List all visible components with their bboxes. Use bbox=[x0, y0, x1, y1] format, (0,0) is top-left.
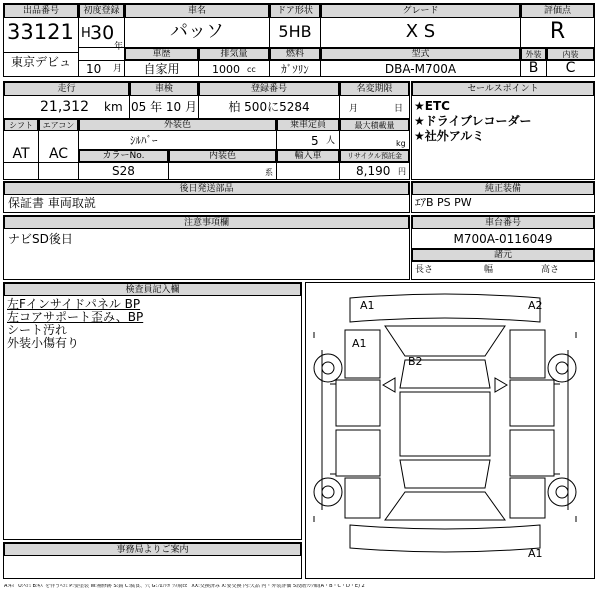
interior-color-label: 内装色 bbox=[169, 150, 276, 162]
recycle-fee: 8,190 bbox=[356, 164, 391, 178]
dimension-length: 長さ bbox=[415, 265, 434, 275]
venue: 東京デビュ bbox=[10, 55, 71, 69]
model-code: DBA-M700A bbox=[384, 62, 457, 76]
eval-score: R bbox=[549, 19, 566, 44]
color-no: S28 bbox=[112, 164, 135, 178]
later-parts-label: 後日発送部品 bbox=[4, 182, 409, 195]
reg-month-unit: 月 bbox=[113, 64, 123, 74]
exterior-color: ｼﾙﾊﾞｰ bbox=[130, 134, 158, 147]
color-no-label: カラーNo. bbox=[79, 150, 168, 162]
interior-grade-label: 内装 bbox=[547, 48, 594, 60]
dimension-height: 高さ bbox=[541, 265, 560, 275]
car-name-label: 車名 bbox=[125, 4, 269, 18]
fuel-label: 燃料 bbox=[270, 48, 320, 60]
notes: ナビSD後日 bbox=[8, 232, 73, 246]
chassis-label: 車台番号 bbox=[412, 216, 594, 229]
car-name: パッソ bbox=[170, 21, 224, 42]
sales-point-item: ★社外アルミ bbox=[414, 129, 485, 143]
reg-year: 30 bbox=[90, 22, 115, 44]
title-exp-day: 日 bbox=[394, 104, 404, 114]
displacement: 1000 bbox=[212, 63, 240, 76]
history: 自家用 bbox=[143, 62, 180, 76]
mileage-unit: km bbox=[104, 100, 123, 114]
door-label: ドア形状 bbox=[270, 4, 320, 18]
era: H bbox=[81, 26, 91, 41]
plate-label: 登録番号 bbox=[199, 82, 339, 96]
exterior-grade-label: 外装 bbox=[521, 48, 546, 60]
recycle-label: リサイクル預託金 bbox=[340, 150, 409, 162]
sales-points-label: セールスポイント bbox=[412, 82, 594, 96]
sales-point-item: ★ETC bbox=[414, 99, 450, 113]
inspector-line: 左Fインサイドパネル BP bbox=[7, 297, 141, 311]
inspection-date: 05 年 10 月 bbox=[131, 100, 197, 114]
reg-month: 10 bbox=[86, 62, 102, 76]
capacity: 5 bbox=[311, 134, 319, 148]
door-type: 5HB bbox=[278, 22, 312, 41]
dimensions-label: 諸元 bbox=[412, 249, 594, 261]
later-parts: 保証書 車両取説 bbox=[8, 196, 96, 210]
mileage: 21,312 bbox=[40, 99, 89, 115]
reg-year-unit: 年 bbox=[114, 42, 124, 52]
equipment: ｴｱB PS PW bbox=[415, 196, 472, 209]
chassis-number: M700A-0116049 bbox=[453, 232, 553, 246]
notes-label: 注意事項欄 bbox=[4, 216, 409, 229]
grade-label: グレード bbox=[321, 4, 520, 18]
displacement-label: 排気量 bbox=[199, 48, 269, 60]
ac-label: エアコン bbox=[39, 119, 78, 131]
damage-mark: A1 bbox=[528, 547, 543, 560]
aircon: AC bbox=[48, 146, 69, 162]
inspector-line: 外装小傷有り bbox=[7, 336, 80, 350]
dimension-width: 幅 bbox=[484, 265, 494, 275]
mileage-label: 走行 bbox=[4, 82, 129, 96]
damage-mark: B2 bbox=[408, 355, 423, 368]
history-label: 車歴 bbox=[125, 48, 198, 60]
recycle-unit: 円 bbox=[398, 167, 406, 176]
title-exp-month: 月 bbox=[349, 104, 359, 114]
fuel: ｶﾞｿﾘﾝ bbox=[281, 63, 309, 76]
damage-mark: A2 bbox=[528, 299, 543, 312]
inspector-label: 検査員記入欄 bbox=[4, 283, 301, 296]
office-label: 事務局よりご案内 bbox=[4, 543, 301, 556]
equipment-label: 純正装備 bbox=[412, 182, 594, 195]
sales-point-item: ★ドライブレコーダー bbox=[414, 114, 532, 128]
shift: AT bbox=[12, 146, 30, 162]
capacity-unit: 人 bbox=[326, 136, 336, 146]
max-load-unit: kg bbox=[396, 139, 406, 148]
plate-number: 柏 500に5284 bbox=[228, 100, 310, 114]
damage-mark: A1 bbox=[360, 299, 375, 312]
model-label: 型式 bbox=[321, 48, 520, 60]
capacity-label: 乗車定員 bbox=[277, 119, 339, 131]
inspector-line: 左コアサポート歪み、BP bbox=[7, 310, 144, 324]
interior-color-unit: 系 bbox=[265, 168, 273, 177]
eval-label: 評価点 bbox=[521, 4, 594, 18]
lot-number-label: 出品番号 bbox=[4, 4, 78, 18]
exterior-color-label: 外装色 bbox=[79, 119, 276, 131]
title-exp-label: 名変期限 bbox=[340, 82, 409, 96]
exterior-grade: B bbox=[528, 60, 539, 76]
shift-label: シフト bbox=[4, 119, 38, 131]
damage-mark: A1 bbox=[352, 337, 367, 350]
lot-number: 33121 bbox=[7, 20, 74, 44]
inspection-label: 車検 bbox=[130, 82, 198, 96]
legend-footer: A:ｷｽﾞ U:ﾍｺﾐ B:ｷｽﾞを伴うﾍｺﾐ P:要塗装 W:補修跡 S:錆 C:腐食、穴 G:ﾌﾛﾝﾄｶﾞﾗｽ飛ﾋﾋﾞ XX:交換済み X:要交換 内:欠品 内・外装評価 5段階ﾗﾝｸ順(A・B・C・D・E) 2 bbox=[4, 584, 365, 589]
max-load-label: 最大積載量 bbox=[340, 119, 409, 131]
import-label: 輸入車 bbox=[277, 150, 339, 162]
inspector-line: シート汚れ bbox=[7, 323, 68, 337]
grade: X S bbox=[405, 21, 436, 42]
interior-grade: C bbox=[565, 60, 576, 76]
first-reg-label: 初度登録 bbox=[79, 4, 124, 18]
displacement-unit: cc bbox=[247, 65, 256, 74]
